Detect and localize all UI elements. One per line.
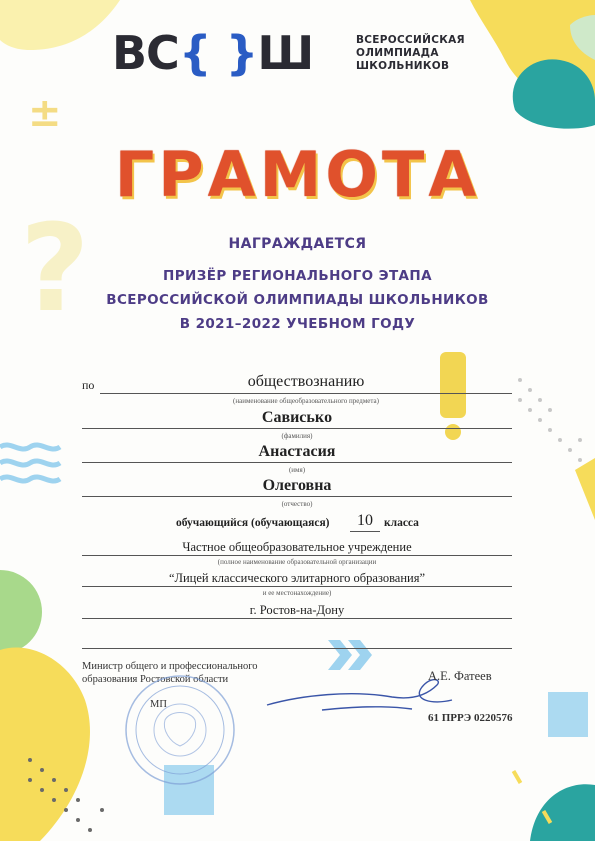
- left-wave-lines: [0, 445, 60, 481]
- award-line-1: ПРИЗЁР РЕГИОНАЛЬНОГО ЭТАПА: [163, 268, 432, 284]
- subject-value: обществознанию: [247, 373, 365, 390]
- logo-text-left: ВС: [112, 26, 179, 80]
- top-left-yellow-shape: [0, 0, 120, 50]
- logo-subtitle-line: ОЛИМПИАДА: [356, 47, 439, 59]
- class-suffix: класса: [384, 517, 419, 529]
- name-value: Анастасия: [258, 443, 336, 460]
- empty-underline: [82, 648, 512, 649]
- certificate-title: ГРАМОТА: [114, 138, 481, 211]
- subject-caption: (наименование общеобразовательного предмета): [233, 397, 379, 405]
- left-green-circle: [0, 570, 42, 654]
- logo-brace-icon: { }: [178, 26, 258, 80]
- surname-caption: (фамилия): [281, 432, 313, 440]
- signer-title-line: образования Ростовской области: [82, 674, 229, 685]
- award-line-3: В 2021–2022 УЧЕБНОМ ГОДУ: [179, 316, 416, 332]
- logo-wordmark: [112, 28, 313, 78]
- city-value: г. Ростов-на-Дону: [249, 603, 345, 617]
- right-dot-pattern: [518, 378, 582, 462]
- org-line-1: Частное общеобразовательное учреждение: [182, 540, 412, 554]
- award-line-2: ВСЕРОССИЙСКОЙ ОЛИМПИАДЫ ШКОЛЬНИКОВ: [106, 292, 489, 308]
- class-underline: [350, 531, 380, 532]
- awarded-heading: НАГРАЖДАЕТСЯ: [228, 236, 367, 252]
- surname-value: Сависькo: [261, 409, 333, 426]
- yellow-dash-1: [512, 770, 522, 784]
- logo-text-right: Ш: [257, 26, 314, 80]
- patronymic-caption: (отчество): [281, 500, 313, 508]
- logo-subtitle: [356, 34, 465, 73]
- class-number: 10: [357, 512, 373, 529]
- patronymic-value: Олеговна: [262, 477, 332, 494]
- bottom-right-teal-blob: [530, 784, 595, 841]
- official-stamp: [120, 670, 240, 790]
- org-underline-1: [82, 555, 512, 556]
- class-prefix: обучающийся (обучающаяся): [176, 517, 330, 529]
- subject-prefix: по: [82, 378, 95, 392]
- right-yellow-triangle: [575, 458, 595, 520]
- org-underline-2: [82, 586, 512, 587]
- logo-subtitle-line: ВСЕРОССИЙСКАЯ: [356, 34, 465, 46]
- bottom-left-yellow-blob: [0, 647, 90, 841]
- name-underline: [82, 462, 512, 463]
- logo-subtitle-line: ШКОЛЬНИКОВ: [356, 60, 450, 72]
- signer-name: А.Е. Фатеев: [428, 669, 492, 683]
- org-caption: (полное наименование образовательной организации: [217, 558, 377, 566]
- plus-minus-icon: ±: [28, 90, 62, 136]
- signer-title-line: Министр общего и профессионального: [82, 661, 258, 672]
- mp-label: МП: [150, 699, 167, 710]
- location-caption: и ее местонахождение): [262, 589, 332, 597]
- question-mark-icon: ?: [20, 200, 90, 339]
- bottom-right-blue-square: [548, 692, 588, 737]
- city-underline: [82, 618, 512, 619]
- name-caption: (имя): [288, 466, 306, 474]
- patronymic-underline: [82, 496, 512, 497]
- org-line-2: “Лицей классического элитарного образования”: [168, 571, 426, 585]
- surname-underline: [82, 428, 512, 429]
- serial-number: 61 ПРРЭ 0220576: [428, 712, 513, 724]
- subject-underline: [100, 393, 512, 394]
